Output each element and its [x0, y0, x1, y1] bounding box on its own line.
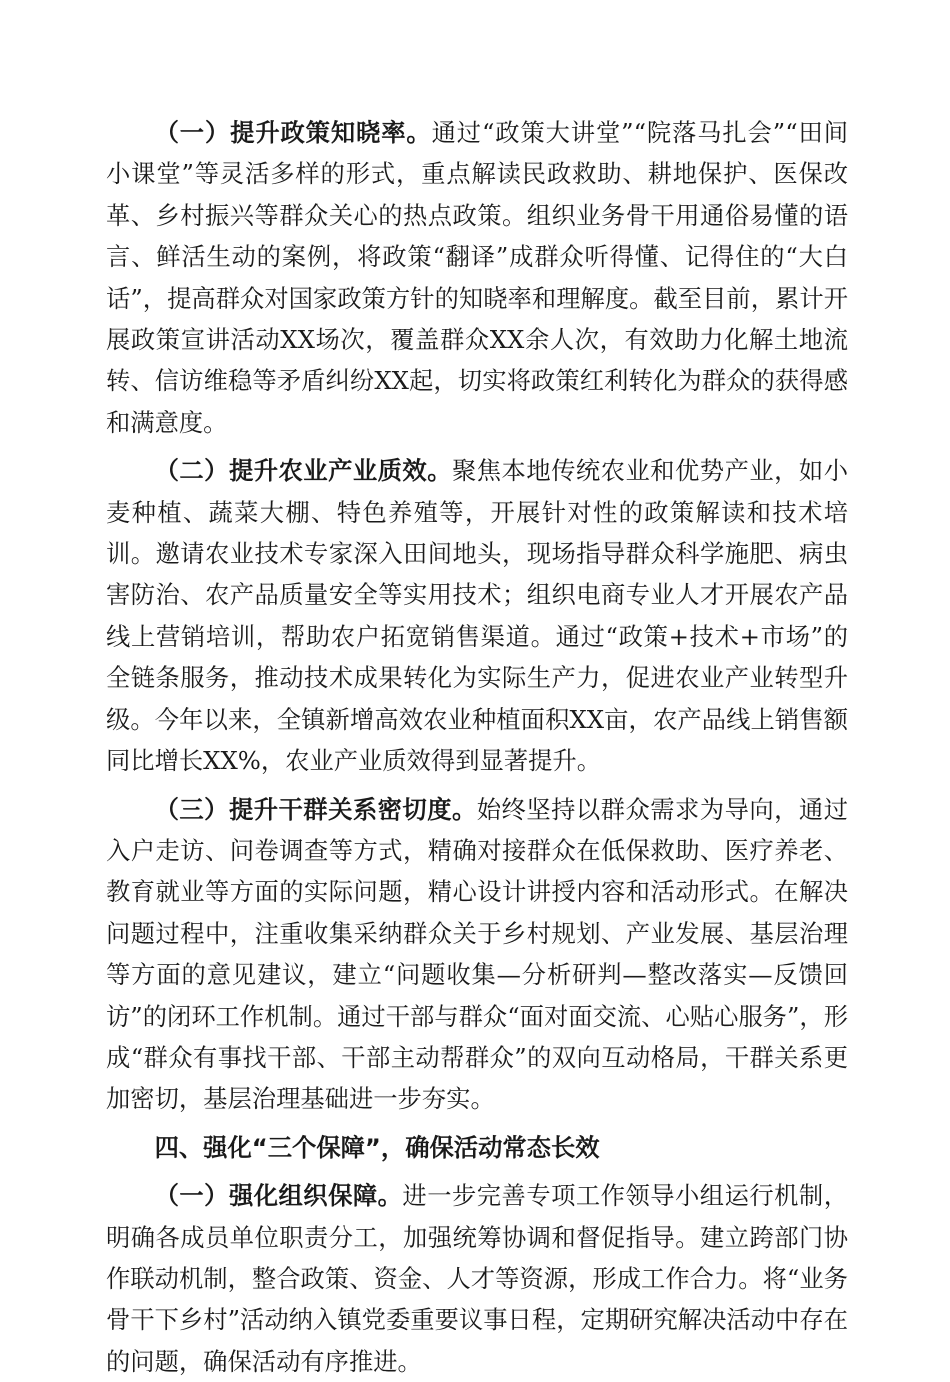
paragraph-text: 聚焦本地传统农业和优势产业，如小麦种植、蔬菜大棚、特色养殖等，开展针对性的政策解读和技术培训。邀请农业技术专家深入田间地头，现场指导群众科学施肥、病虫害防治、农产品质量安全等实用技术；组织电商专业人才开展农产品线上营销培训，帮助农户拓宽销售渠道。通过“政策+技术+市场”的全链条服务，推动技术成果转化为实际生产力，促进农业产业转型升级。今年以来，全镇新增高效农业种植面积XX亩，农产品线上销售额同比增长XX%，农业产业质效得到显著提升。	[106, 456, 849, 776]
paragraph-text: 通过“政策大讲堂”“院落马扎会”“田间小课堂”等灵活多样的形式，重点解读民政救助、耕地保护、医保改革、乡村振兴等群众关心的热点政策。组织业务骨干用通俗易懂的语言、鲜活生动的案例，将政策“翻译”成群众听得懂、记得住的“大白话”，提高群众对国家政策方针的知晓率和理解度。截至目前，累计开展政策宣讲活动XX场次，覆盖群众XX余人次，有效助力化解土地流转、信访维稳等矛盾纠纷XX起，切实将政策红利转化为群众的获得感和满意度。	[106, 118, 849, 437]
paragraph-policy-awareness	[106, 112, 848, 443]
paragraph-text: 进一步完善专项工作领导小组运行机制，明确各成员单位职责分工，加强统筹协调和督促指导。建立跨部门协作联动机制，整合政策、资金、人才等资源，形成工作合力。将“业务骨干下乡村”活动纳入镇党委重要议事日程，定期研究解决活动中存在的问题，确保活动有序推进。	[106, 1181, 849, 1376]
paragraph-lead: （三）提升干群关系密切度。	[154, 794, 477, 824]
paragraph-lead: （二）提升农业产业质效。	[154, 456, 452, 486]
paragraph-text: 始终坚持以群众需求为导向，通过入户走访、问卷调查等方式，精确对接群众在低保救助、医疗养老、教育就业等方面的实际问题，精心设计讲授内容和活动形式。在解决问题过程中，注重收集采纳群众关于乡村规划、产业发展、基层治理等方面的意见建议，建立“问题收集—分析研判—整改落实—反馈回访”的闭环工作机制。通过干部与群众“面对面交流、心贴心服务”，形成“群众有事找干部、干部主动帮群众”的双向互动格局，干群关系更加密切，基层治理基础进一步夯实。	[106, 794, 849, 1114]
document-body	[106, 112, 848, 1382]
paragraph-agriculture-quality	[106, 450, 848, 781]
section-heading: 四、强化“三个保障”，确保活动常态长效	[154, 1132, 600, 1162]
paragraph-organization-guarantee	[106, 1175, 848, 1382]
paragraph-cadre-relations	[106, 789, 848, 1120]
paragraph-lead: （一）提升政策知晓率。	[154, 118, 432, 147]
paragraph-lead: （一）强化组织保障。	[154, 1181, 403, 1211]
